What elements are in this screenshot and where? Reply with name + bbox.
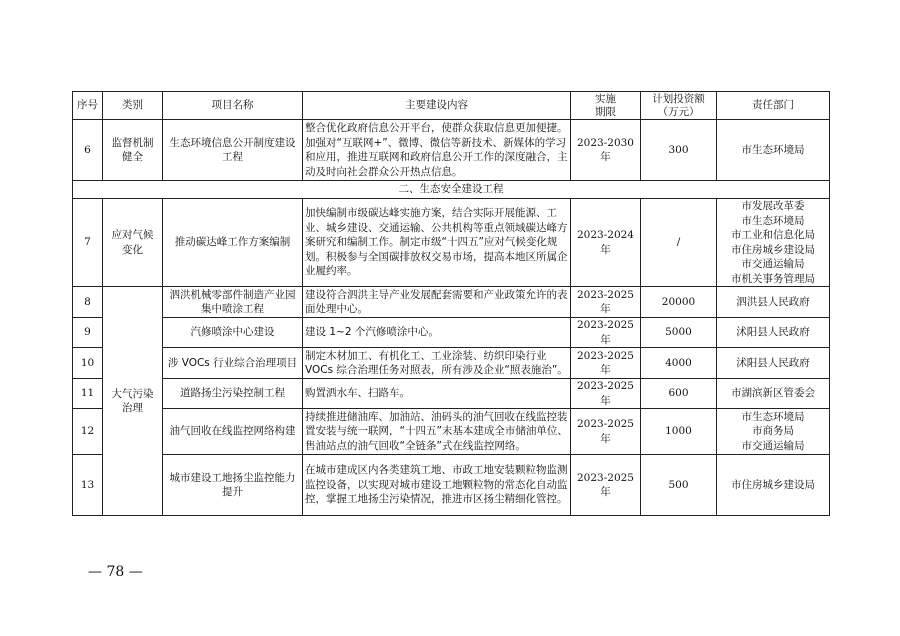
table-row (73, 379, 830, 409)
project-table (72, 91, 830, 516)
row-no: 11 (73, 379, 103, 409)
header-investment: 计划投资额 （万元） (641, 92, 717, 120)
row-content: 建设 1~2 个汽修喷涂中心。 (303, 318, 571, 348)
row-project-name: 泗洪机械零部件制造产业园 集中喷涂工程 (163, 287, 303, 318)
header-content: 主要建设内容 (303, 92, 571, 120)
row-period: 2023-2030 年 (571, 120, 641, 181)
table-row (73, 120, 830, 181)
row-project-name: 汽修喷涂中心建设 (163, 318, 303, 348)
table-row (73, 287, 830, 318)
page-number: — 78 — (88, 564, 143, 580)
row-investment: 600 (641, 379, 717, 409)
table-row (73, 318, 830, 348)
row-department: 沭阳县人民政府 (717, 348, 830, 379)
row-investment: 300 (641, 120, 717, 181)
row-department: 市生态环境局 市商务局 市交通运输局 (717, 409, 830, 455)
table-header-row (73, 92, 830, 120)
row-period: 2023-2025 年 (571, 455, 641, 516)
section-row (73, 181, 830, 199)
row-no: 9 (73, 318, 103, 348)
header-department: 责任部门 (717, 92, 830, 120)
row-no: 13 (73, 455, 103, 516)
row-content: 在城市建成区内各类建筑工地、市政工地安装颗粒物监测监控设备，以实现对城市建设工地颗粒物的常态化自动监控，掌握工地扬尘污染情况，推进市区扬尘精细化管控。 (303, 455, 571, 516)
section-title: 二、生态安全建设工程 (73, 181, 830, 199)
row-content: 制定木材加工、有机化工、工业涂装、纺织印染行业 VOCs 综合治理任务对照表，所有涉及企业“照表施治”。 (303, 348, 571, 379)
row-investment: 500 (641, 455, 717, 516)
row-investment: 1000 (641, 409, 717, 455)
row-project-name: 城市建设工地扬尘监控能力 提升 (163, 455, 303, 516)
row-project-name: 推动碳达峰工作方案编制 (163, 199, 303, 287)
row-category: 监督机制 健全 (103, 120, 163, 181)
row-content: 购置洒水车、扫路车。 (303, 379, 571, 409)
row-period: 2023-2025 年 (571, 379, 641, 409)
row-investment: 20000 (641, 287, 717, 318)
header-no: 序号 (73, 92, 103, 120)
row-period: 2023-2025 年 (571, 409, 641, 455)
row-period: 2023-2025 年 (571, 318, 641, 348)
row-investment: 4000 (641, 348, 717, 379)
row-content: 加快编制市级碳达峰实施方案，结合实际开展能源、工业、城乡建设、交通运输、公共机构等重点领域碳达峰方案研究和编制工作。制定市级“十四五”应对气候变化规划。积极参与全国碳排放权交易市场，提高本地区所属企业履约率。 (303, 199, 571, 287)
row-no: 10 (73, 348, 103, 379)
row-period: 2023-2025 年 (571, 348, 641, 379)
row-project-name: 生态环境信息公开制度建设 工程 (163, 120, 303, 181)
table-row (73, 348, 830, 379)
header-period: 实施 期限 (571, 92, 641, 120)
row-department: 市发展改革委 市生态环境局 市工业和信息化局 市住房城乡建设局 市交通运输局 市机关事务管理局 (717, 199, 830, 287)
row-content: 持续推进储油库、加油站、油码头的油气回收在线监控装置安装与统一联网，“十四五”末基本建成全市储油单位、售油站点的油气回收“全链条”式在线监控网络。 (303, 409, 571, 455)
table-row (73, 455, 830, 516)
row-department: 市生态环境局 (717, 120, 830, 181)
row-period: 2023-2025 年 (571, 287, 641, 318)
row-department: 泗洪县人民政府 (717, 287, 830, 318)
row-project-name: 油气回收在线监控网络构建 (163, 409, 303, 455)
row-content: 建设符合泗洪主导产业发展配套需要和产业政策允许的表面处理中心。 (303, 287, 571, 318)
row-department: 沭阳县人民政府 (717, 318, 830, 348)
header-project-name: 项目名称 (163, 92, 303, 120)
row-project-name: 涉 VOCs 行业综合治理项目 (163, 348, 303, 379)
row-investment: 5000 (641, 318, 717, 348)
row-project-name: 道路扬尘污染控制工程 (163, 379, 303, 409)
row-department: 市湖滨新区管委会 (717, 379, 830, 409)
row-no: 6 (73, 120, 103, 181)
row-category-air: 大气污染 治理 (103, 287, 163, 516)
row-category: 应对气候 变化 (103, 199, 163, 287)
table-row (73, 199, 830, 287)
row-period: 2023-2024 年 (571, 199, 641, 287)
row-content: 整合优化政府信息公开平台，使群众获取信息更加便捷。加强对“互联网+”、微博、微信等新技术、新媒体的学习和应用，推进互联网和政府信息公开工作的深度融合，主动及时向社会群众公开热点信息。 (303, 120, 571, 181)
row-department: 市住房城乡建设局 (717, 455, 830, 516)
header-category: 类别 (103, 92, 163, 120)
row-investment: / (641, 199, 717, 287)
row-no: 7 (73, 199, 103, 287)
row-no: 12 (73, 409, 103, 455)
row-no: 8 (73, 287, 103, 318)
table-row (73, 409, 830, 455)
